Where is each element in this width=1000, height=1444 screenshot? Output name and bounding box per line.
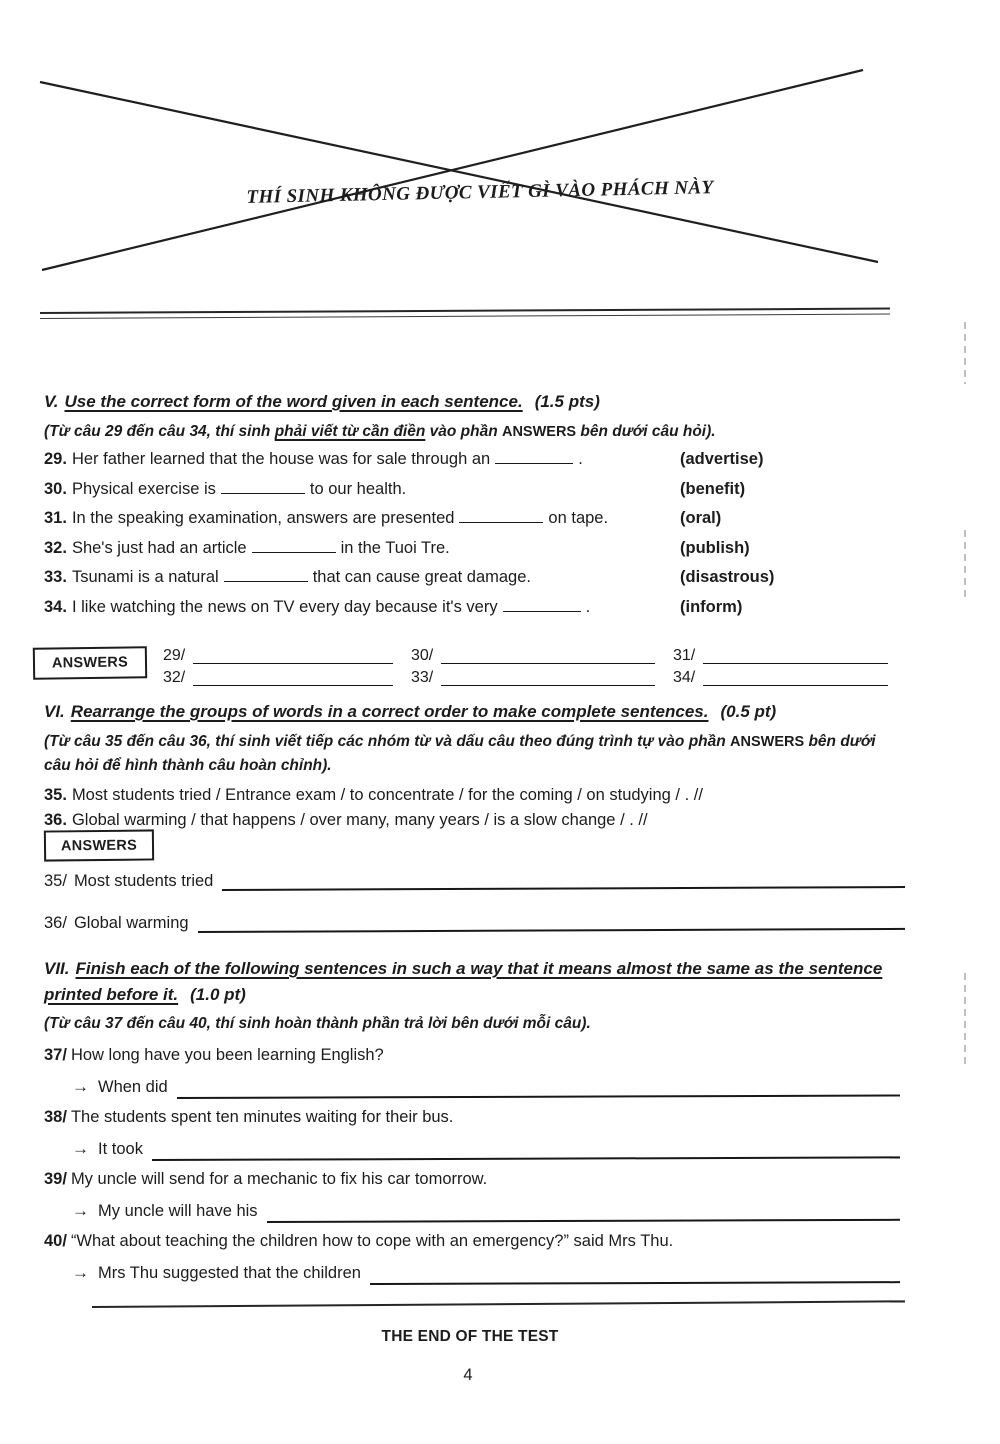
answers-area-29-34: [33, 642, 893, 686]
answer-blank: [503, 598, 581, 612]
question-number: 35.: [44, 786, 67, 804]
rewrite-line-38: [44, 1137, 900, 1161]
answer-write-line: [193, 672, 393, 686]
question-number: 32.: [44, 538, 67, 557]
section-6: [44, 700, 893, 833]
question-text: “What about teaching the children how to cope with an emergency?” said Mrs Thu.: [70, 1232, 674, 1250]
answers-box-label-2: ANSWERS: [44, 829, 154, 861]
question-number: 33.: [44, 568, 67, 586]
page-number: 4: [463, 1366, 473, 1384]
rewrite-stem: It took: [98, 1140, 143, 1158]
phach-notice-text: THÍ SINH KHÔNG ĐƯỢC VIẾT GÌ VÀO PHÁCH NÀY: [246, 177, 714, 208]
question-34: [44, 598, 924, 617]
answer-write-line: [152, 1142, 900, 1161]
answer-slot-34: [673, 669, 888, 686]
crossout-x-lines: [35, 62, 885, 277]
arrow-icon: →: [72, 1201, 89, 1220]
note-answers-word: ANSWERS: [501, 424, 577, 440]
section-6-points: (0.5 pt): [720, 702, 777, 721]
answer-line-35: [44, 872, 905, 891]
question-text: Physical exercise is: [71, 479, 216, 498]
answer-write-line: [177, 1080, 900, 1099]
section-7-title: Finish each of the following sentences in such a way that it means almost the same as the sentence printed before it.: [44, 959, 883, 1004]
question-text: Tsunami is a natural: [71, 568, 219, 586]
note-post: bên dưới câu hỏi để hình thành câu hoàn chỉnh).: [44, 733, 876, 774]
answer-slots: [163, 642, 893, 686]
question-32: [44, 539, 924, 558]
rewrite-line-39: [44, 1199, 900, 1223]
section-6-number: VI.: [44, 702, 65, 721]
question-text-post: .: [585, 597, 591, 616]
answer-write-line: [193, 650, 393, 664]
section-6-title: Rearrange the groups of words in a correct order to make complete sentences.: [70, 702, 709, 721]
answer-slot-30: [411, 647, 673, 664]
question-33: [44, 568, 924, 587]
answer-blank: [495, 450, 573, 464]
note-underlined: phải viết từ cần điền: [274, 423, 426, 440]
end-of-test-text: THE END OF THE TEST: [381, 1328, 559, 1345]
question-number: 40/: [44, 1232, 67, 1250]
cue-word: (disastrous): [680, 568, 775, 586]
bottom-rule-divider: [92, 1300, 905, 1308]
question-31: [44, 509, 924, 528]
question-text: She's just had an article: [71, 538, 247, 557]
section-7-points: (1.0 pt): [190, 985, 246, 1004]
slot-label: 33/: [411, 669, 434, 686]
arrow-icon: →: [72, 1263, 89, 1282]
answer-stem: Global warming: [73, 914, 189, 932]
question-text: The students spent ten minutes waiting for their bus.: [70, 1108, 454, 1126]
answer-slot-29: [163, 647, 411, 664]
cue-word: (oral): [680, 509, 722, 527]
answer-write-line: [441, 650, 655, 664]
section-6-heading: [44, 700, 893, 724]
slot-label: 36/: [44, 914, 67, 932]
rewrite-line-40: [44, 1261, 900, 1285]
question-30: [44, 480, 924, 499]
section-7-items: [44, 1043, 900, 1285]
answer-blank: [252, 539, 336, 553]
question-38: [44, 1105, 900, 1129]
question-text-post: that can cause great damage.: [312, 568, 531, 586]
section-7-heading: [44, 952, 900, 1008]
answer-slot-31: [673, 647, 888, 664]
note-pre: (Từ câu 35 đến câu 36, thí sinh viết tiếp các nhóm từ và dấu câu theo đúng trình tự vào phần: [44, 733, 731, 750]
question-36: [44, 808, 893, 833]
note-pre: (Từ câu 29 đến câu 34, thí sinh: [44, 423, 275, 440]
slot-label: 35/: [44, 872, 67, 890]
question-number: 39/: [44, 1170, 67, 1188]
question-number: 29.: [44, 450, 67, 468]
answer-blank: [459, 509, 543, 523]
rewrite-stem: When did: [98, 1078, 168, 1096]
note-mid: vào phần: [425, 423, 502, 440]
section-5-title: Use the correct form of the word given in each sentence.: [64, 392, 523, 411]
question-29: [44, 450, 924, 469]
question-35: [44, 783, 893, 808]
answer-slot-row-2: [163, 664, 893, 686]
note-post: bên dưới câu hỏi).: [576, 423, 716, 440]
slot-label: 34/: [673, 669, 696, 686]
section-5-heading: [44, 390, 924, 414]
slot-label: 32/: [163, 669, 186, 686]
double-rule-divider: [40, 308, 890, 319]
question-text: Most students tried / Entrance exam / to concentrate / for the coming / on studying / . //: [71, 786, 703, 804]
question-text: How long have you been learning English?: [70, 1046, 384, 1064]
question-40: [44, 1229, 900, 1253]
scan-artifact: [964, 973, 966, 1069]
answer-write-line: [370, 1267, 900, 1285]
slot-label: 31/: [673, 647, 696, 664]
question-text-post: .: [578, 450, 583, 468]
question-text: My uncle will send for a mechanic to fix his car tomorrow.: [70, 1170, 488, 1188]
answer-write-line: [441, 672, 655, 686]
answers-box-label: ANSWERS: [33, 646, 147, 680]
question-number: 30.: [44, 479, 67, 498]
slot-label: 30/: [411, 647, 434, 664]
section-6-note: [44, 730, 893, 778]
answer-write-line: [703, 672, 888, 686]
question-number: 31.: [44, 509, 67, 527]
rewrite-stem: Mrs Thu suggested that the children: [98, 1264, 361, 1282]
arrow-icon: →: [72, 1139, 89, 1158]
answer-write-line: [267, 1205, 900, 1223]
section-5: [44, 390, 924, 627]
question-number: 37/: [44, 1046, 67, 1064]
question-text-post: in the Tuoi Tre.: [340, 538, 450, 557]
arrow-icon: →: [72, 1077, 89, 1096]
question-text: Her father learned that the house was for sale through an: [71, 450, 491, 468]
scan-artifact: [964, 530, 966, 600]
section-5-question-list: [44, 450, 924, 617]
section-5-points: (1.5 pts): [534, 392, 600, 411]
cue-word: (inform): [680, 597, 743, 616]
scan-artifact: [964, 322, 966, 384]
cue-word: (advertise): [680, 450, 764, 468]
section-7-number: VII.: [44, 959, 70, 978]
question-number: 38/: [44, 1108, 67, 1126]
question-37: [44, 1043, 900, 1067]
section-5-note: [44, 420, 924, 444]
rewrite-stem: My uncle will have his: [98, 1202, 258, 1220]
question-text: Global warming / that happens / over many, many years / is a slow change / . //: [71, 811, 648, 829]
crossout-x-figure: [35, 62, 885, 277]
answer-blank: [221, 480, 305, 494]
question-39: [44, 1167, 900, 1191]
question-text-post: to our health.: [309, 479, 407, 498]
rewrite-line-37: [44, 1075, 900, 1099]
cue-word: (publish): [680, 538, 750, 557]
answer-blank: [224, 568, 308, 582]
answer-slot-row-1: [163, 642, 893, 664]
answer-slot-33: [411, 669, 673, 686]
section-7-note: (Từ câu 37 đến câu 40, thí sinh hoàn thành phần trả lời bên dưới mỗi câu).: [44, 1015, 591, 1032]
slot-label: 29/: [163, 647, 186, 664]
answer-write-line: [198, 914, 905, 933]
question-number: 36.: [44, 811, 67, 829]
answer-write-line: [703, 650, 888, 664]
answer-stem: Most students tried: [73, 872, 214, 890]
answer-write-line: [222, 872, 905, 891]
question-number: 34.: [44, 597, 67, 616]
question-text-post: on tape.: [548, 509, 609, 527]
question-text: I like watching the news on TV every day because it's very: [71, 597, 498, 616]
section-7: [44, 952, 900, 1285]
cue-word: (benefit): [680, 479, 746, 498]
answer-line-36: [44, 914, 905, 933]
note-answers-word: ANSWERS: [730, 734, 805, 750]
question-text: In the speaking examination, answers are presented: [71, 509, 455, 527]
section-5-number: V.: [44, 392, 59, 411]
answer-slot-32: [163, 669, 411, 686]
